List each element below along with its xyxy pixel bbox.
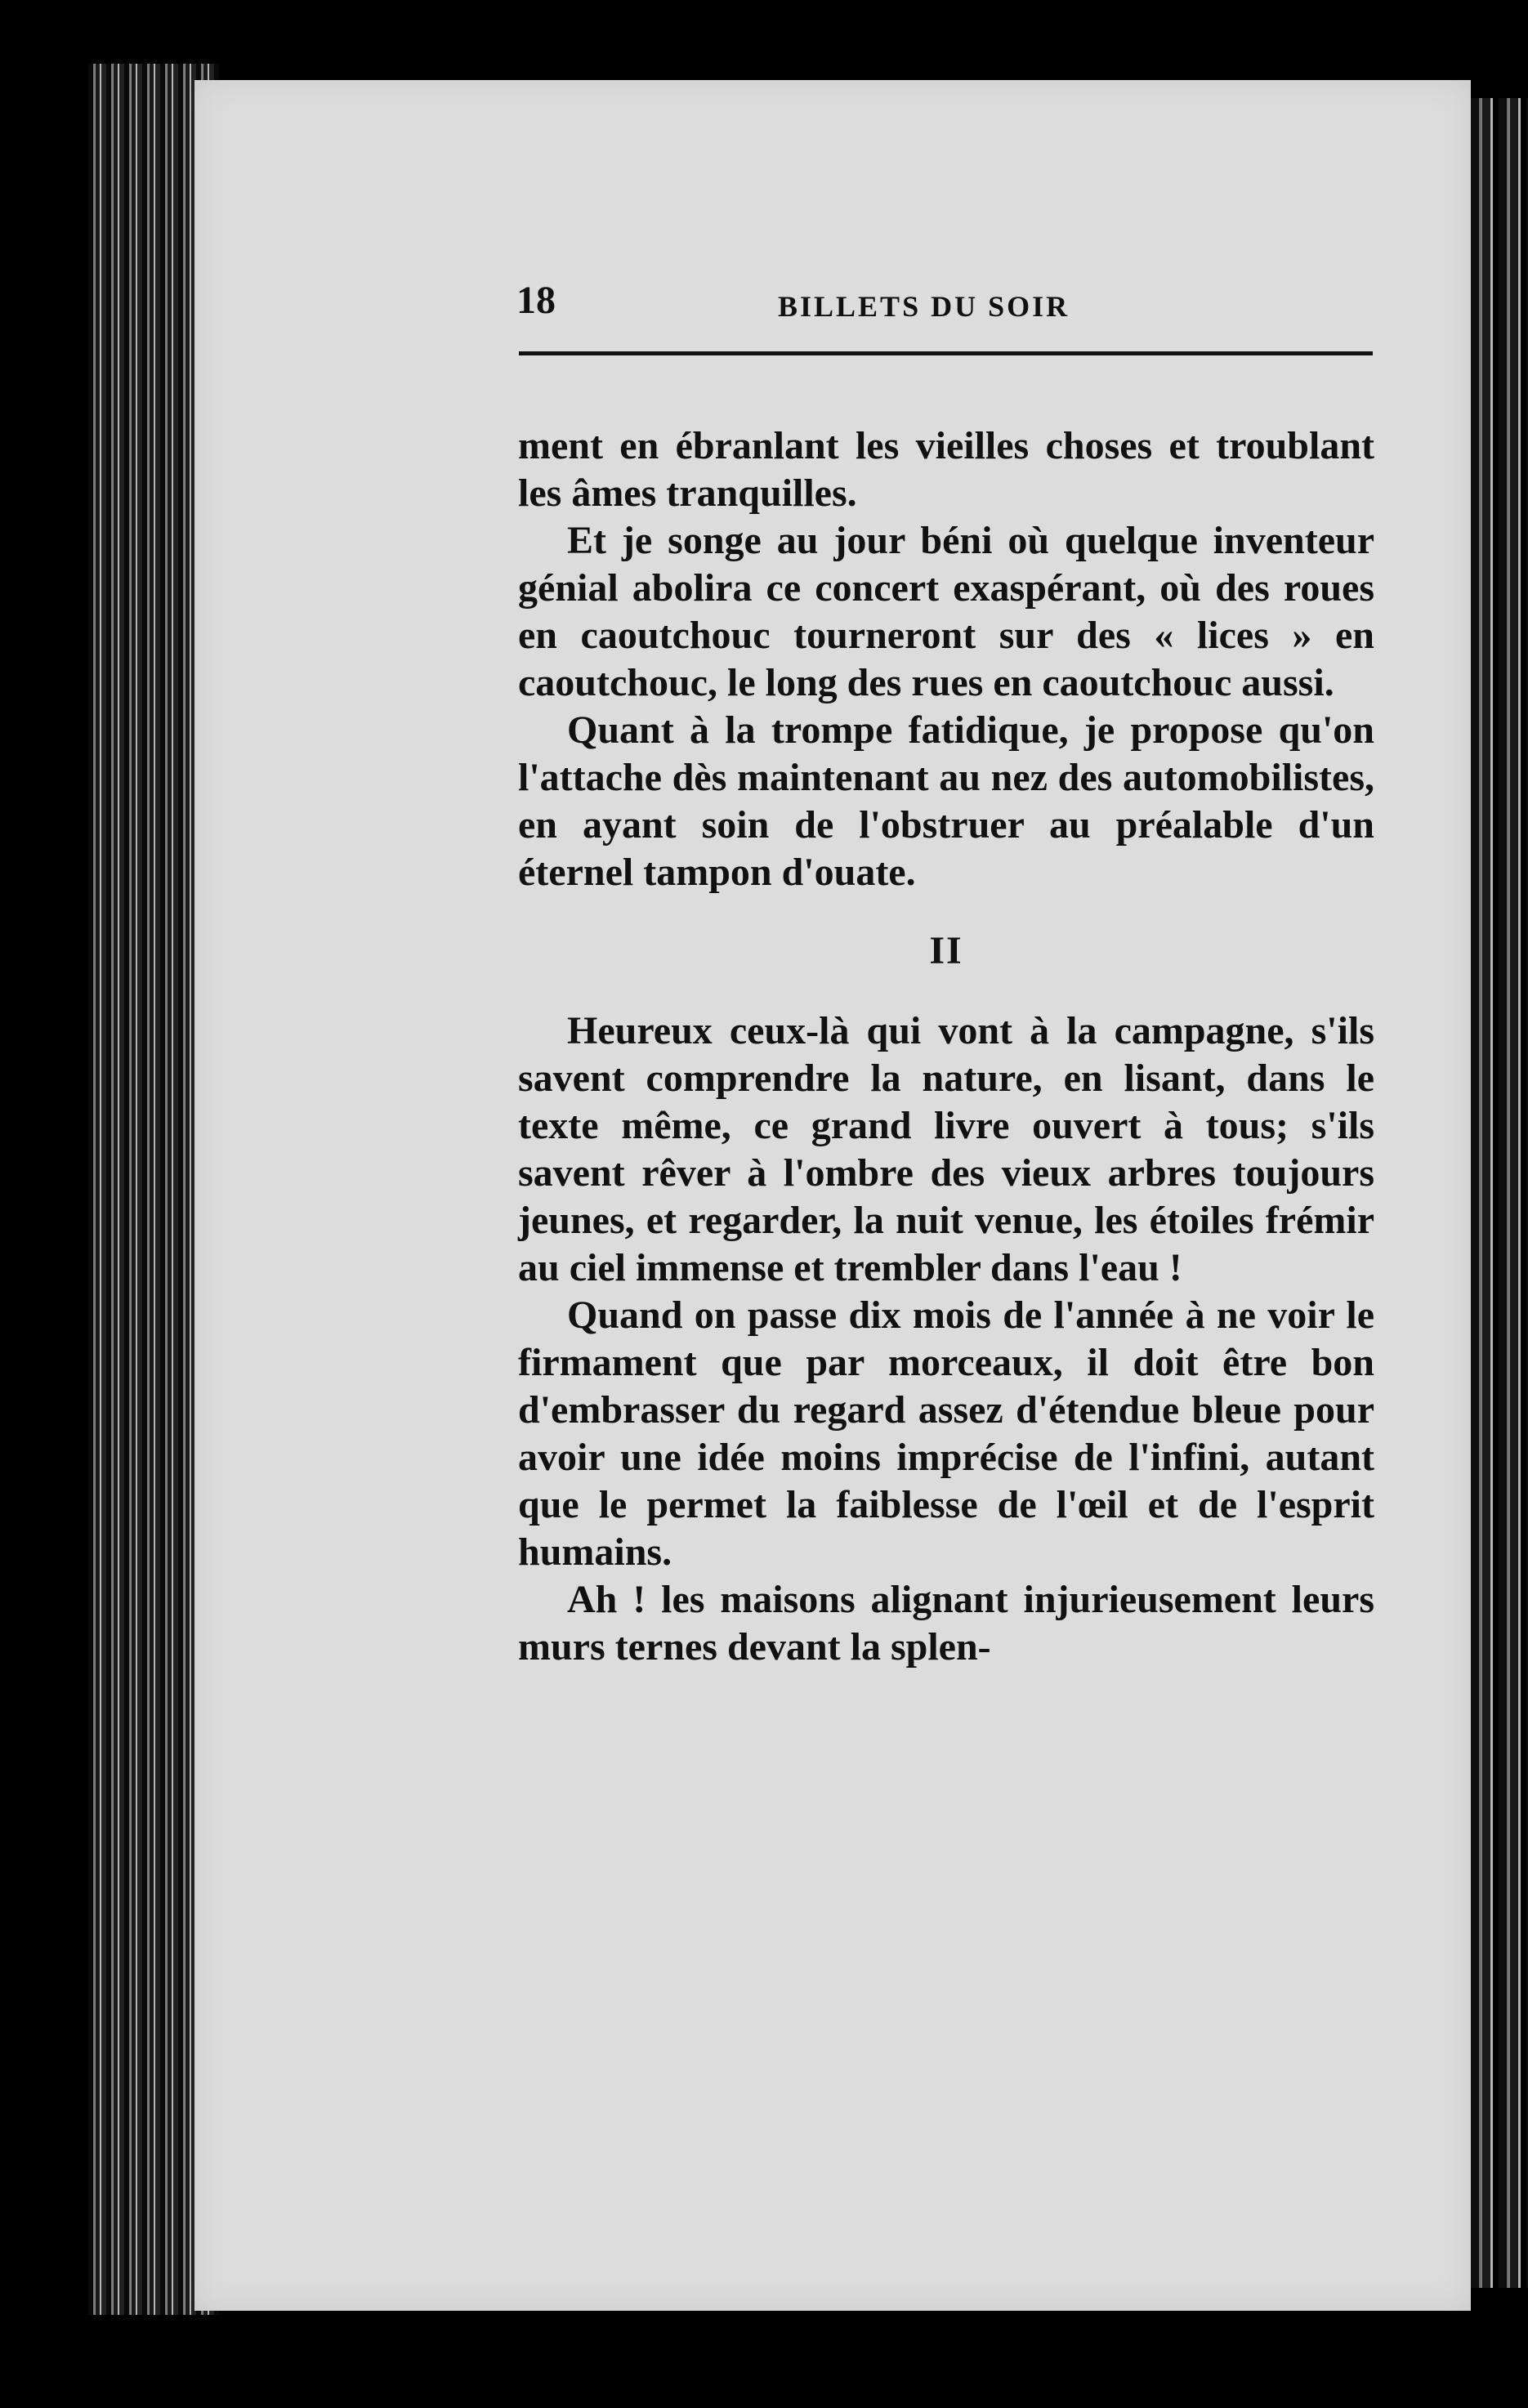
- right-page-edges: [1471, 98, 1528, 2288]
- paragraph: ment en ébranlant les vieilles choses et troublant les âmes tranquilles.: [518, 424, 1374, 515]
- header-rule: [519, 351, 1373, 355]
- running-head: BILLETS DU SOIR: [778, 290, 1070, 323]
- page-number: 18: [516, 279, 556, 322]
- paragraph: Ah ! les maisons alignant injurieusement leurs murs ternes devant la splen-: [518, 1578, 1374, 1669]
- page-header: [516, 278, 1374, 343]
- paragraph: Quand on passe dix mois de l'année à ne voir le firmament que par morceaux, il doit être bon d'embrasser du regard assez d'étendue bleue pour avoir une idée moins imprécise de l'infini, autant que le permet la faiblesse de l'œil et de l'esprit humains.: [518, 1293, 1374, 1574]
- paragraph: Quant à la trompe fatidique, je propose qu'on l'attache dès maintenant au nez des automobilistes, en ayant soin de l'obstruer au préalable d'un éternel tampon d'ouate.: [518, 708, 1374, 894]
- section-heading: II: [929, 929, 963, 972]
- paragraph: Heureux ceux-là qui vont à la campagne, s'ils savent comprendre la nature, en lisant, dans le texte même, ce grand livre ouvert à tous; s'ils savent rêver à l'ombre des vieux arbres toujours jeunes, et regarder, la nuit venue, les étoiles frémir au ciel immense et trembler dans l'eau !: [518, 1009, 1374, 1289]
- body-text: [518, 422, 1374, 1671]
- paragraph: Et je songe au jour béni où quelque inventeur génial abolira ce concert exaspérant, où des roues en caoutchouc tourneront sur des « lices » en caoutchouc, le long des rues en caoutchouc aussi.: [518, 519, 1374, 704]
